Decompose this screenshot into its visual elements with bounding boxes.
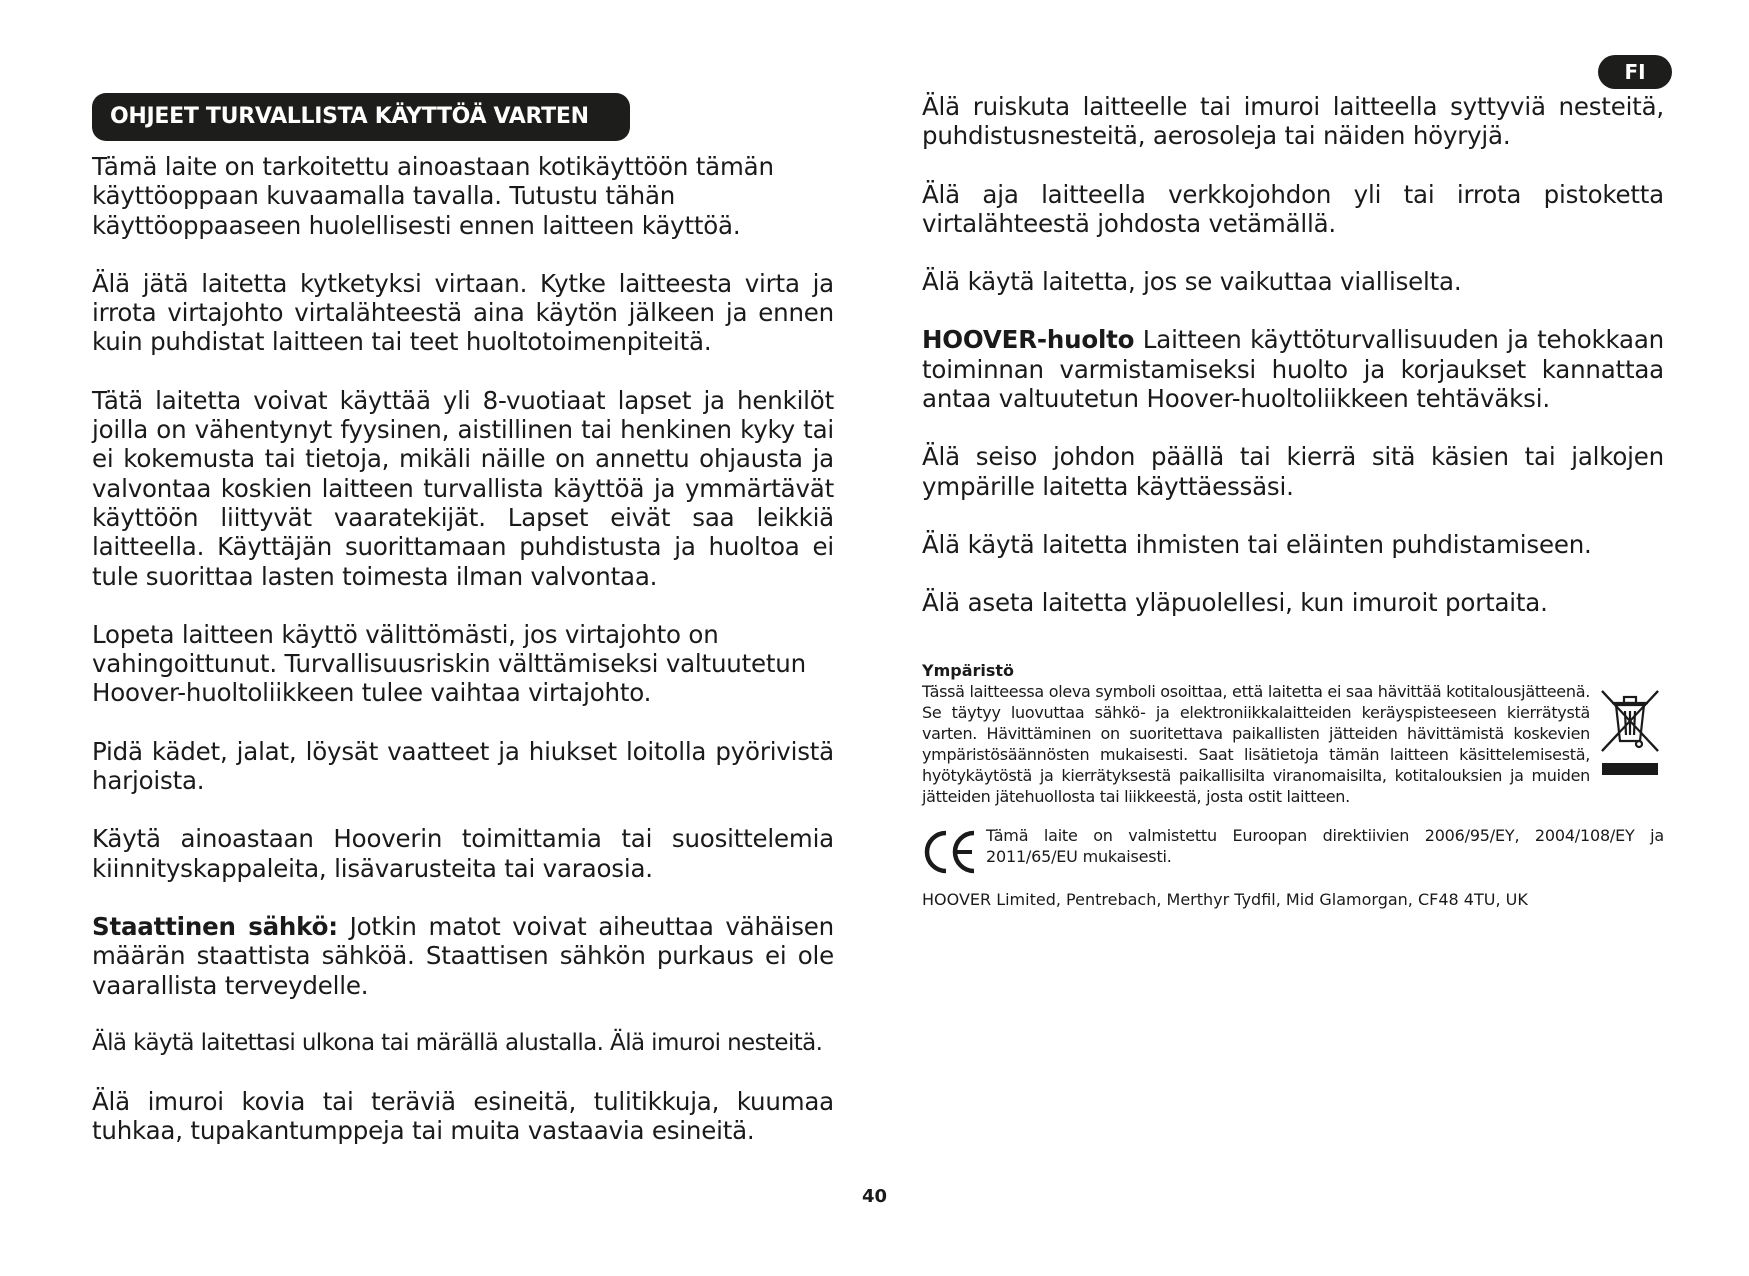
hoover-service-paragraph <box>922 325 1664 413</box>
ce-text: Tämä laite on valmistettu Euroopan direktiivien 2006/95/EY, 2004/108/EY ja 2011/65/EU mukaisesti. <box>986 826 1664 866</box>
ce-mark-icon <box>922 829 978 875</box>
cord-pull-paragraph: Älä aja laitteella verkkojohdon yli tai irrota pistoketta virtalähteestä johdosta vetämällä. <box>922 179 1664 238</box>
stairs-paragraph: Älä aseta laitetta yläpuolellesi, kun imuroit portaita. <box>922 588 1548 618</box>
accessories-paragraph: Käytä ainoastaan Hooverin toimittamia tai suosittelemia kiinnityskappaleita, lisävarusteita tai varaosia. <box>92 824 834 883</box>
static-electricity-paragraph <box>92 912 834 1000</box>
rotating-brushes-paragraph: Pidä kädet, jalat, löysät vaatteet ja hiukset loitolla pyörivistä harjoista. <box>92 736 834 796</box>
manufacturer-address: HOOVER Limited, Pentrebach, Merthyr Tydfil, Mid Glamorgan, CF48 4TU, UK <box>922 890 1528 909</box>
ce-section <box>922 825 1664 879</box>
people-animals-paragraph: Älä käytä laitetta ihmisten tai eläinten puhdistamiseen. <box>922 529 1592 559</box>
static-label: Staattinen sähkö: <box>92 911 338 941</box>
hoover-service-text: Laitteen käyttöturvallisuuden ja tehokkaan toiminnan varmistamiseksi huolto ja korjaukset kannattaa antaa valtuutetun Hoover-huoltoliikkeen tehtäväksi. <box>922 325 1664 414</box>
language-tab: FI <box>1598 55 1672 89</box>
faulty-appliance-paragraph: Älä käytä laitetta, jos se vaikuttaa vialliselta. <box>922 267 1462 297</box>
left-column <box>92 152 834 1175</box>
environment-section <box>922 661 1664 807</box>
flammable-liquids-paragraph: Älä ruiskuta laitteelle tai imuroi laitteella syttyviä nesteitä, puhdistusnesteitä, aerosoleja tai näiden höyryjä. <box>922 92 1664 151</box>
cord-wrap-paragraph: Älä seiso johdon päällä tai kierrä sitä käsien tai jalkojen ympärille laitetta käyttäessäsi. <box>922 442 1664 501</box>
hard-objects-paragraph: Älä imuroi kovia tai teräviä esineitä, tulitikkuja, kuumaa tuhkaa, tupakantumppeja tai muita vastaavia esineitä. <box>92 1087 834 1146</box>
hoover-service-label: HOOVER-huolto <box>922 325 1135 355</box>
unplug-paragraph: Älä jätä laitetta kytketyksi virtaan. Kytke laitteesta virta ja irrota virtajohto virtalähteestä aina käytön jälkeen ja ennen kuin puhdistat laitteen tai teet huoltotoimenpiteitä. <box>92 268 834 357</box>
children-paragraph: Tätä laitetta voivat käyttää yli 8-vuotiaat lapset ja henkilöt joilla on vähentynyt fyysinen, aistillinen tai henkinen kyky tai ei kokemusta tai tietoja, mikäli näille on annettu ohjausta ja valvontaa koskien laitteen turvallista käyttöä ja ymmärtävät käyttöön liittyvät vaaratekijät. Lapset eivät saa leikkiä laitteella. Käyttäjän suorittamaan puhdistusta ja huoltoa ei tule suorittaa lasten toimesta ilman valvontaa. <box>92 385 834 591</box>
environment-text: Tässä laitteessa oleva symboli osoittaa, että laitetta ei saa hävittää kotitalousjätteenä. Se täytyy luovuttaa sähkö- ja elektroniikkalaitteiden keräyspisteeseen kierrätystä varten. Hävittäminen on suoritettava paikallisten jätteiden hävittämistä koskevien ympäristösäännösten mukaisesti. Saat lisätietoja tämän laitteen käsittelemisestä, hyötykäytöstä ja kierrätyksestä paikallisilta viranomaisilta, kotitalouksien ja muiden jätteiden jätehuollosta tai liikkeestä, josta ostit laitteen. <box>922 682 1590 806</box>
intended-use-paragraph: Tämä laite on tarkoitettu ainoastaan kotikäyttöön tämän käyttöoppaan kuvaamalla tavalla. Tutustu tähän käyttöoppaaseen huolellisesti ennen laitteen käyttöä. <box>92 152 774 240</box>
right-column <box>922 92 1664 647</box>
environment-title: Ympäristö <box>922 661 1015 680</box>
damaged-cord-paragraph: Lopeta laitteen käyttö välittömästi, jos virtajohto on vahingoittunut. Turvallisuusriskin välttämiseksi valtuutetun Hoover-huoltoliikkeen tulee vaihtaa virtajohto. <box>92 619 806 708</box>
static-text: Jotkin matot voivat aiheuttaa vähäisen määrän staattista sähköä. Staattisen sähkön purkaus ei ole vaarallista terveydelle. <box>92 911 834 1000</box>
crossed-out-bin-icon <box>1598 683 1662 783</box>
outdoor-paragraph: Älä käytä laitettasi ulkona tai märällä alustalla. Älä imuroi nesteitä. <box>92 1029 823 1056</box>
page-number: 40 <box>861 1186 888 1207</box>
section-heading: OHJEET TURVALLISTA KÄYTTÖÄ VARTEN <box>92 93 630 141</box>
